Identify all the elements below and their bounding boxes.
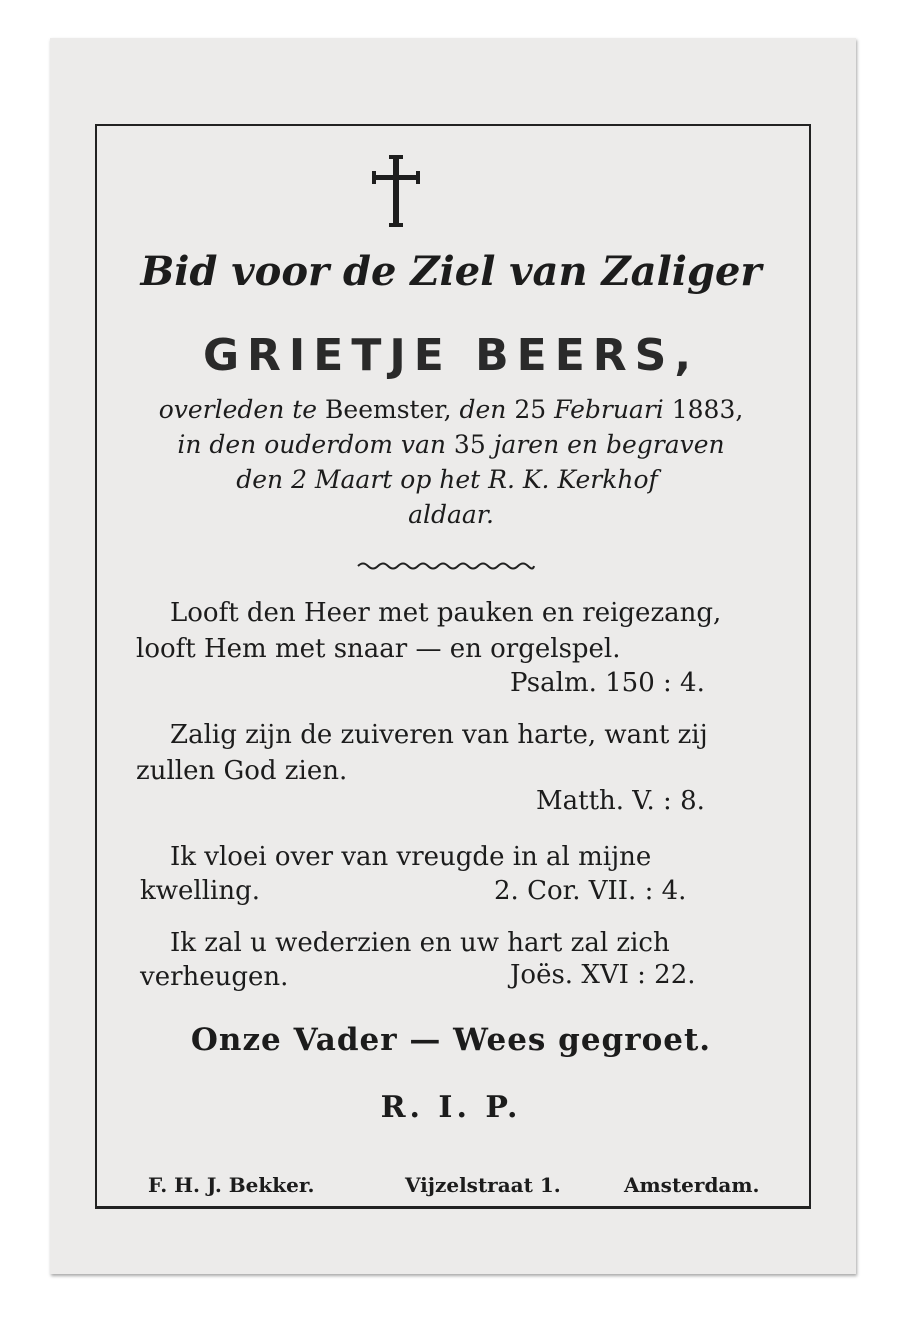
death-details-line-3: den 2 Maart op het R. K. Kerkhof [236, 465, 658, 494]
verse-2-reference: Matth. V. : 8. [536, 786, 705, 816]
verse-3-line-1: Ik vloei over van vreugde in al mijne [170, 842, 652, 872]
verse-1-line-2: looft Hem met snaar — en orgelspel. [136, 634, 621, 664]
verse-3-line-2: kwelling. [140, 876, 260, 906]
prayer-heading: Bid voor de Ziel van Zaliger [140, 248, 762, 295]
cross-icon [372, 155, 420, 227]
death-details-line-4: aldaar. [408, 500, 494, 529]
verse-2-line-1: Zalig zijn de zuiveren van harte, want zij [170, 720, 708, 750]
death-details-line-1: overleden te Beemster, den 25 Februari 1883, [158, 395, 744, 424]
verse-3-reference: 2. Cor. VII. : 4. [494, 876, 687, 906]
verse-1-reference: Psalm. 150 : 4. [510, 668, 705, 698]
verse-4-line-1: Ik zal u wederzien en uw hart zal zich [170, 928, 670, 958]
closing-prayer: Onze Vader — Wees gegroet. [190, 1022, 712, 1058]
wavy-divider [356, 560, 536, 572]
footer-city: Amsterdam. [624, 1173, 760, 1197]
death-details-line-2: in den ouderdom van 35 jaren en begraven [177, 430, 725, 459]
verse-1-line-1: Looft den Heer met pauken en reigezang, [170, 598, 722, 628]
rip-text: R. I. P. [380, 1090, 522, 1125]
footer-address: Vijzelstraat 1. [405, 1173, 561, 1197]
verse-2-line-2: zullen God zien. [136, 756, 348, 786]
verse-4-line-2: verheugen. [140, 962, 289, 992]
verse-4-reference: Joës. XVI : 22. [510, 960, 696, 990]
deceased-name: GRIETJE BEERS, [202, 330, 700, 381]
footer-printer: F. H. J. Bekker. [148, 1173, 315, 1197]
